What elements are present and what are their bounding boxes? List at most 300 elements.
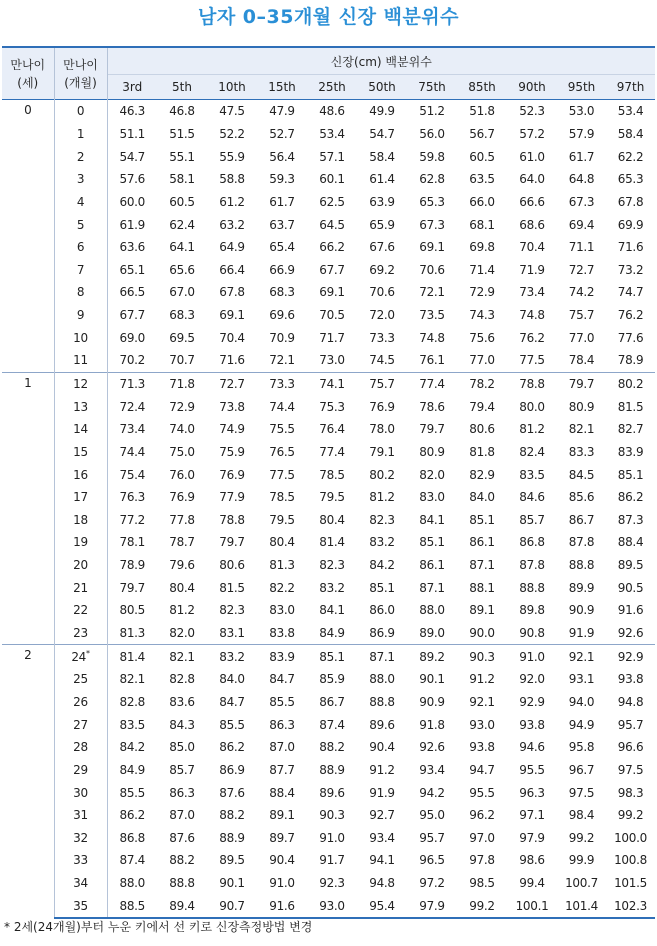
age-months-value: 15	[73, 444, 88, 459]
age-months-value: 19	[73, 535, 88, 550]
age-months-value: 35	[73, 898, 88, 913]
height-value-cell: 84.3	[169, 717, 195, 732]
height-value-cell: 73.0	[319, 353, 345, 368]
height-value-cell: 78.7	[169, 535, 195, 550]
height-value-cell: 98.4	[568, 808, 595, 823]
height-value-cell: 71.6	[617, 240, 644, 255]
height-value-cell: 88.0	[369, 672, 395, 687]
age-months-value: 13	[73, 399, 88, 414]
height-value-cell: 70.6	[419, 262, 445, 277]
height-value-cell: 83.6	[169, 694, 195, 709]
height-value-cell: 97.5	[617, 762, 644, 777]
height-value-cell: 86.3	[169, 785, 195, 800]
height-value-cell: 91.6	[617, 603, 644, 618]
height-value-cell: 86.8	[119, 830, 146, 845]
age-months-cell	[54, 849, 107, 872]
age-months-cell	[54, 759, 107, 782]
height-value-cell: 69.8	[469, 240, 495, 255]
height-value-cell: 80.4	[269, 535, 295, 550]
height-value-cell: 95.5	[519, 762, 545, 777]
height-value-cell: 84.6	[519, 490, 545, 505]
height-value-cell: 71.8	[157, 372, 207, 395]
height-value-cell: 95.7	[617, 717, 644, 732]
table-row	[2, 713, 655, 736]
height-value-cell: 53.4	[319, 126, 345, 141]
age-months-cell	[54, 326, 107, 349]
height-value-cell: 66.2	[319, 240, 345, 255]
age-months-cell	[54, 486, 107, 509]
height-value-cell: 88.9	[319, 762, 345, 777]
height-value-cell: 54.7	[119, 149, 146, 164]
height-value-cell: 52.7	[269, 126, 295, 141]
height-value-cell: 84.1	[419, 512, 445, 527]
height-value-cell: 73.8	[219, 399, 245, 414]
age-months-cell	[54, 827, 107, 850]
height-value-cell: 65.1	[119, 262, 146, 277]
height-value-cell: 86.2	[119, 808, 146, 823]
height-value-cell: 92.3	[319, 876, 345, 891]
percentile-group-header: 신장(cm) 백분위수	[107, 47, 655, 75]
height-value-cell: 53.0	[568, 104, 595, 119]
height-value-cell: 64.1	[169, 240, 195, 255]
age-months-cell	[54, 418, 107, 441]
height-value-cell: 59.8	[419, 149, 445, 164]
age-months-cell	[54, 622, 107, 645]
age-months-cell	[54, 372, 107, 395]
age-months-cell	[54, 736, 107, 759]
height-value-cell: 89.5	[219, 853, 245, 868]
height-value-cell: 63.5	[469, 172, 495, 187]
age-months-cell	[54, 691, 107, 714]
height-value-cell: 90.8	[519, 626, 545, 641]
height-value-cell: 64.5	[319, 217, 345, 232]
table-row	[2, 486, 655, 509]
height-value-cell: 55.9	[219, 149, 245, 164]
height-value-cell: 86.0	[369, 603, 395, 618]
height-value-cell: 70.2	[119, 353, 146, 368]
height-value-cell: 90.4	[269, 853, 295, 868]
height-value-cell: 98.3	[617, 785, 644, 800]
height-value-cell: 87.3	[617, 512, 644, 527]
height-value-cell: 83.1	[219, 626, 245, 641]
percentile-header-85th: 85th	[457, 75, 507, 100]
height-value-cell: 76.1	[419, 353, 445, 368]
height-value-cell: 85.0	[169, 740, 195, 755]
height-value-cell: 46.8	[169, 104, 195, 119]
height-value-cell: 82.8	[169, 672, 195, 687]
height-value-cell: 69.0	[119, 330, 146, 345]
age-months-value: 16	[73, 467, 88, 482]
height-value-cell: 91.9	[369, 785, 395, 800]
height-value-cell: 51.1	[119, 126, 146, 141]
table-row	[2, 804, 655, 827]
age-months-cell	[54, 713, 107, 736]
height-value-cell: 87.0	[269, 740, 295, 755]
height-value-cell: 82.1	[119, 672, 146, 687]
height-value-cell: 62.4	[169, 217, 195, 232]
height-value-cell: 73.2	[617, 262, 644, 277]
height-value-cell: 88.2	[219, 808, 245, 823]
height-value-cell: 90.3	[457, 645, 507, 668]
age-months-cell	[54, 145, 107, 168]
height-value-cell: 91.0	[319, 830, 345, 845]
height-value-cell: 72.9	[169, 399, 195, 414]
height-value-cell: 75.3	[319, 399, 345, 414]
height-value-cell: 64.8	[568, 172, 595, 187]
height-value-cell: 72.7	[568, 262, 595, 277]
height-value-cell: 98.5	[469, 876, 495, 891]
height-value-cell: 83.0	[269, 603, 295, 618]
height-value-cell: 80.6	[219, 558, 245, 573]
height-value-cell: 85.5	[219, 717, 245, 732]
height-value-cell: 91.7	[319, 853, 345, 868]
height-value-cell: 79.7	[219, 535, 245, 550]
height-value-cell: 101.4	[557, 894, 606, 918]
height-value-cell: 58.8	[219, 172, 245, 187]
height-value-cell: 84.7	[219, 694, 245, 709]
age-months-cell	[54, 441, 107, 464]
height-value-cell: 73.4	[119, 422, 146, 437]
table-row	[2, 372, 655, 395]
height-value-cell: 72.4	[119, 399, 146, 414]
height-value-cell: 82.3	[319, 558, 345, 573]
height-value-cell: 89.1	[269, 808, 295, 823]
height-value-cell: 81.8	[469, 444, 495, 459]
years-header-line1: 만나이	[10, 57, 46, 72]
height-value-cell: 75.4	[119, 467, 146, 482]
height-value-cell: 86.7	[319, 694, 345, 709]
height-value-cell: 95.0	[419, 808, 445, 823]
age-months-cell	[54, 349, 107, 372]
height-value-cell: 61.2	[219, 194, 245, 209]
height-value-cell: 91.6	[257, 894, 307, 918]
height-value-cell: 82.3	[219, 603, 245, 618]
age-months-value: 27	[73, 717, 88, 732]
age-months-cell	[54, 576, 107, 599]
height-value-cell: 78.5	[319, 467, 345, 482]
height-value-cell: 96.6	[617, 740, 644, 755]
height-value-cell: 85.5	[269, 694, 295, 709]
age-months-cell	[54, 258, 107, 281]
table-row	[2, 509, 655, 532]
height-value-cell: 77.0	[568, 330, 595, 345]
height-value-cell: 85.6	[568, 490, 595, 505]
height-value-cell: 89.4	[157, 894, 207, 918]
age-years-cell: 0	[2, 100, 54, 373]
height-value-cell: 73.5	[419, 308, 445, 323]
height-value-cell: 67.3	[419, 217, 445, 232]
months-header-line2: (개월)	[64, 75, 97, 90]
age-months-cell	[54, 281, 107, 304]
height-value-cell: 93.8	[469, 740, 495, 755]
height-value-cell: 71.1	[568, 240, 595, 255]
height-value-cell: 74.8	[419, 330, 445, 345]
height-value-cell: 87.6	[169, 830, 195, 845]
height-value-cell: 81.2	[519, 422, 545, 437]
years-column-header	[2, 47, 54, 100]
height-value-cell: 61.4	[369, 172, 395, 187]
height-value-cell: 82.3	[369, 512, 395, 527]
height-value-cell: 78.9	[617, 353, 644, 368]
table-row	[2, 849, 655, 872]
height-value-cell: 85.1	[617, 467, 644, 482]
age-years-cell: 1	[2, 372, 54, 645]
height-value-cell: 96.5	[419, 853, 445, 868]
height-value-cell: 76.2	[519, 330, 545, 345]
age-months-cell	[54, 872, 107, 895]
height-value-cell: 65.3	[617, 172, 644, 187]
percentile-header-10th: 10th	[207, 75, 257, 100]
height-value-cell: 88.0	[419, 603, 445, 618]
height-value-cell: 94.8	[617, 694, 644, 709]
height-value-cell: 74.1	[307, 372, 357, 395]
height-value-cell: 89.7	[269, 830, 295, 845]
height-value-cell: 69.4	[568, 217, 595, 232]
height-value-cell: 94.6	[519, 740, 545, 755]
height-value-cell: 75.0	[169, 444, 195, 459]
height-value-cell: 87.1	[419, 580, 445, 595]
height-value-cell: 72.1	[419, 285, 445, 300]
height-value-cell: 76.9	[169, 490, 195, 505]
height-value-cell: 85.1	[369, 580, 395, 595]
height-value-cell: 67.6	[369, 240, 395, 255]
height-value-cell: 99.4	[519, 876, 545, 891]
height-value-cell: 62.5	[319, 194, 345, 209]
age-months-value: 2	[76, 149, 85, 164]
height-value-cell: 89.9	[568, 580, 595, 595]
height-value-cell: 98.6	[519, 853, 545, 868]
height-value-cell: 88.4	[269, 785, 295, 800]
height-value-cell: 76.3	[119, 490, 146, 505]
height-value-cell: 68.3	[269, 285, 295, 300]
height-value-cell: 72.1	[269, 353, 295, 368]
height-value-cell: 64.0	[519, 172, 545, 187]
height-value-cell: 81.5	[617, 399, 644, 414]
age-months-value: 32	[73, 830, 88, 845]
table-row	[2, 622, 655, 645]
height-value-cell: 85.9	[319, 672, 345, 687]
height-value-cell: 75.9	[219, 444, 245, 459]
age-months-cell	[54, 668, 107, 691]
height-value-cell: 92.9	[606, 645, 655, 668]
height-value-cell: 89.5	[617, 558, 644, 573]
age-months-value: 9	[76, 308, 85, 323]
age-months-value: 20	[73, 558, 88, 573]
height-value-cell: 65.4	[269, 240, 295, 255]
height-value-cell: 69.9	[617, 217, 644, 232]
height-value-cell: 94.1	[369, 853, 395, 868]
age-months-value: 24	[71, 650, 86, 665]
height-value-cell: 95.5	[469, 785, 495, 800]
age-months-value: 10	[73, 330, 88, 345]
table-row	[2, 349, 655, 372]
height-value-cell: 52.3	[519, 104, 545, 119]
height-value-cell: 81.3	[269, 558, 295, 573]
footnote: * 2세(24개월)부터 누운 키에서 선 키로 신장측정방법 변경	[4, 920, 313, 934]
height-value-cell: 69.1	[319, 285, 345, 300]
height-value-cell: 90.5	[617, 580, 644, 595]
height-value-cell: 90.4	[369, 740, 395, 755]
height-value-cell: 91.0	[269, 876, 295, 891]
height-value-cell: 83.9	[617, 444, 644, 459]
height-value-cell: 85.1	[469, 512, 495, 527]
height-value-cell: 68.6	[519, 217, 545, 232]
height-value-cell: 97.2	[419, 876, 445, 891]
age-months-value: 23	[73, 626, 88, 641]
age-months-cell	[54, 168, 107, 191]
height-value-cell: 82.4	[519, 444, 545, 459]
age-months-value: 21	[73, 580, 88, 595]
height-value-cell: 75.6	[469, 330, 495, 345]
percentile-header-50th: 50th	[357, 75, 407, 100]
height-value-cell: 100.0	[614, 830, 647, 845]
table-header	[2, 47, 655, 100]
height-value-cell: 79.5	[319, 490, 345, 505]
height-value-cell: 93.8	[617, 672, 644, 687]
page-title: 남자 0–35개월 신장 백분위수	[197, 6, 460, 28]
height-value-cell: 79.7	[557, 372, 606, 395]
height-value-cell: 97.1	[519, 808, 545, 823]
percentile-header-3rd: 3rd	[107, 75, 157, 100]
height-value-cell: 83.8	[269, 626, 295, 641]
height-value-cell: 90.7	[207, 894, 257, 918]
height-value-cell: 83.9	[257, 645, 307, 668]
height-value-cell: 58.1	[169, 172, 195, 187]
height-value-cell: 91.2	[369, 762, 395, 777]
age-months-cell	[54, 781, 107, 804]
height-value-cell: 88.0	[119, 876, 146, 891]
age-months-cell	[54, 554, 107, 577]
percentile-header-97th: 97th	[606, 75, 655, 100]
height-value-cell: 92.7	[369, 808, 395, 823]
height-value-cell: 74.8	[519, 308, 545, 323]
height-value-cell: 67.7	[319, 262, 345, 277]
height-value-cell: 77.4	[319, 444, 345, 459]
age-months-cell	[54, 123, 107, 146]
height-value-cell: 78.8	[507, 372, 557, 395]
table-row	[2, 326, 655, 349]
height-value-cell: 74.3	[469, 308, 495, 323]
height-value-cell: 70.4	[519, 240, 545, 255]
height-value-cell: 78.0	[369, 422, 395, 437]
height-value-cell: 73.4	[519, 285, 545, 300]
age-months-value: 18	[73, 512, 88, 527]
height-value-cell: 51.5	[169, 126, 195, 141]
height-value-cell: 90.0	[469, 626, 495, 641]
table-row	[2, 781, 655, 804]
height-value-cell: 73.3	[257, 372, 307, 395]
height-value-cell: 48.6	[319, 104, 345, 119]
height-value-cell: 90.3	[319, 808, 345, 823]
height-value-cell: 91.8	[419, 717, 445, 732]
height-value-cell: 97.0	[469, 830, 495, 845]
height-value-cell: 77.5	[269, 467, 295, 482]
height-value-cell: 88.2	[319, 740, 345, 755]
age-years-cell: 2	[2, 645, 54, 918]
height-value-cell: 80.2	[369, 467, 395, 482]
age-months-cell	[54, 100, 107, 123]
table-row	[2, 599, 655, 622]
table-row	[2, 668, 655, 691]
height-value-cell: 87.1	[469, 558, 495, 573]
age-months-value: 31	[73, 808, 88, 823]
height-value-cell: 86.9	[369, 626, 395, 641]
height-value-cell: 57.6	[119, 172, 146, 187]
table-row	[2, 645, 655, 668]
height-value-cell: 80.9	[568, 399, 595, 414]
height-value-cell: 82.8	[119, 694, 146, 709]
height-value-cell: 60.1	[319, 172, 345, 187]
height-value-cell: 93.0	[469, 717, 495, 732]
height-value-cell: 66.5	[119, 285, 146, 300]
height-value-cell: 79.5	[269, 512, 295, 527]
age-months-value: 6	[76, 240, 85, 255]
height-value-cell: 80.0	[519, 399, 545, 414]
height-value-cell: 90.9	[419, 694, 445, 709]
height-value-cell: 60.0	[119, 194, 146, 209]
height-value-cell: 47.9	[269, 104, 295, 119]
height-value-cell: 97.9	[519, 830, 545, 845]
height-value-cell: 85.1	[419, 535, 445, 550]
height-value-cell: 84.0	[219, 672, 245, 687]
table-body	[2, 100, 655, 919]
height-value-cell: 85.7	[519, 512, 545, 527]
height-value-cell: 87.4	[119, 853, 146, 868]
age-months-value: 34	[73, 876, 88, 891]
height-value-cell: 76.9	[369, 399, 395, 414]
height-value-cell: 74.7	[617, 285, 644, 300]
height-value-cell: 74.9	[219, 422, 245, 437]
height-value-cell: 76.4	[319, 422, 345, 437]
height-value-cell: 81.4	[107, 645, 157, 668]
height-value-cell: 75.7	[357, 372, 407, 395]
height-value-cell: 75.5	[269, 422, 295, 437]
age-months-value: 5	[76, 217, 85, 232]
height-value-cell: 71.7	[319, 330, 345, 345]
age-months-value: 22	[73, 603, 88, 618]
height-value-cell: 75.7	[568, 308, 595, 323]
height-value-cell: 81.2	[369, 490, 395, 505]
height-value-cell: 74.0	[169, 422, 195, 437]
height-value-cell: 86.8	[519, 535, 545, 550]
height-value-cell: 69.2	[369, 262, 395, 277]
height-value-cell: 84.9	[319, 626, 345, 641]
height-value-cell: 84.5	[568, 467, 595, 482]
height-value-cell: 83.2	[207, 645, 257, 668]
height-value-cell: 70.9	[269, 330, 295, 345]
height-percentile-table-container	[2, 46, 655, 919]
height-value-cell: 77.6	[617, 330, 644, 345]
height-value-cell: 59.3	[269, 172, 295, 187]
height-value-cell: 92.1	[469, 694, 495, 709]
height-value-cell: 89.2	[407, 645, 457, 668]
height-value-cell: 68.3	[169, 308, 195, 323]
height-value-cell: 57.2	[519, 126, 545, 141]
height-value-cell: 83.2	[319, 580, 345, 595]
age-months-value: 8	[76, 285, 85, 300]
height-value-cell: 78.9	[119, 558, 146, 573]
percentile-header-75th: 75th	[407, 75, 457, 100]
height-value-cell: 80.2	[606, 372, 655, 395]
height-value-cell: 96.7	[568, 762, 595, 777]
footnote-marker: *	[85, 649, 90, 659]
height-value-cell: 93.1	[568, 672, 595, 687]
height-value-cell: 91.2	[469, 672, 495, 687]
table-row	[2, 191, 655, 214]
height-value-cell: 93.0	[307, 894, 357, 918]
table-row	[2, 213, 655, 236]
height-value-cell: 79.7	[419, 422, 445, 437]
